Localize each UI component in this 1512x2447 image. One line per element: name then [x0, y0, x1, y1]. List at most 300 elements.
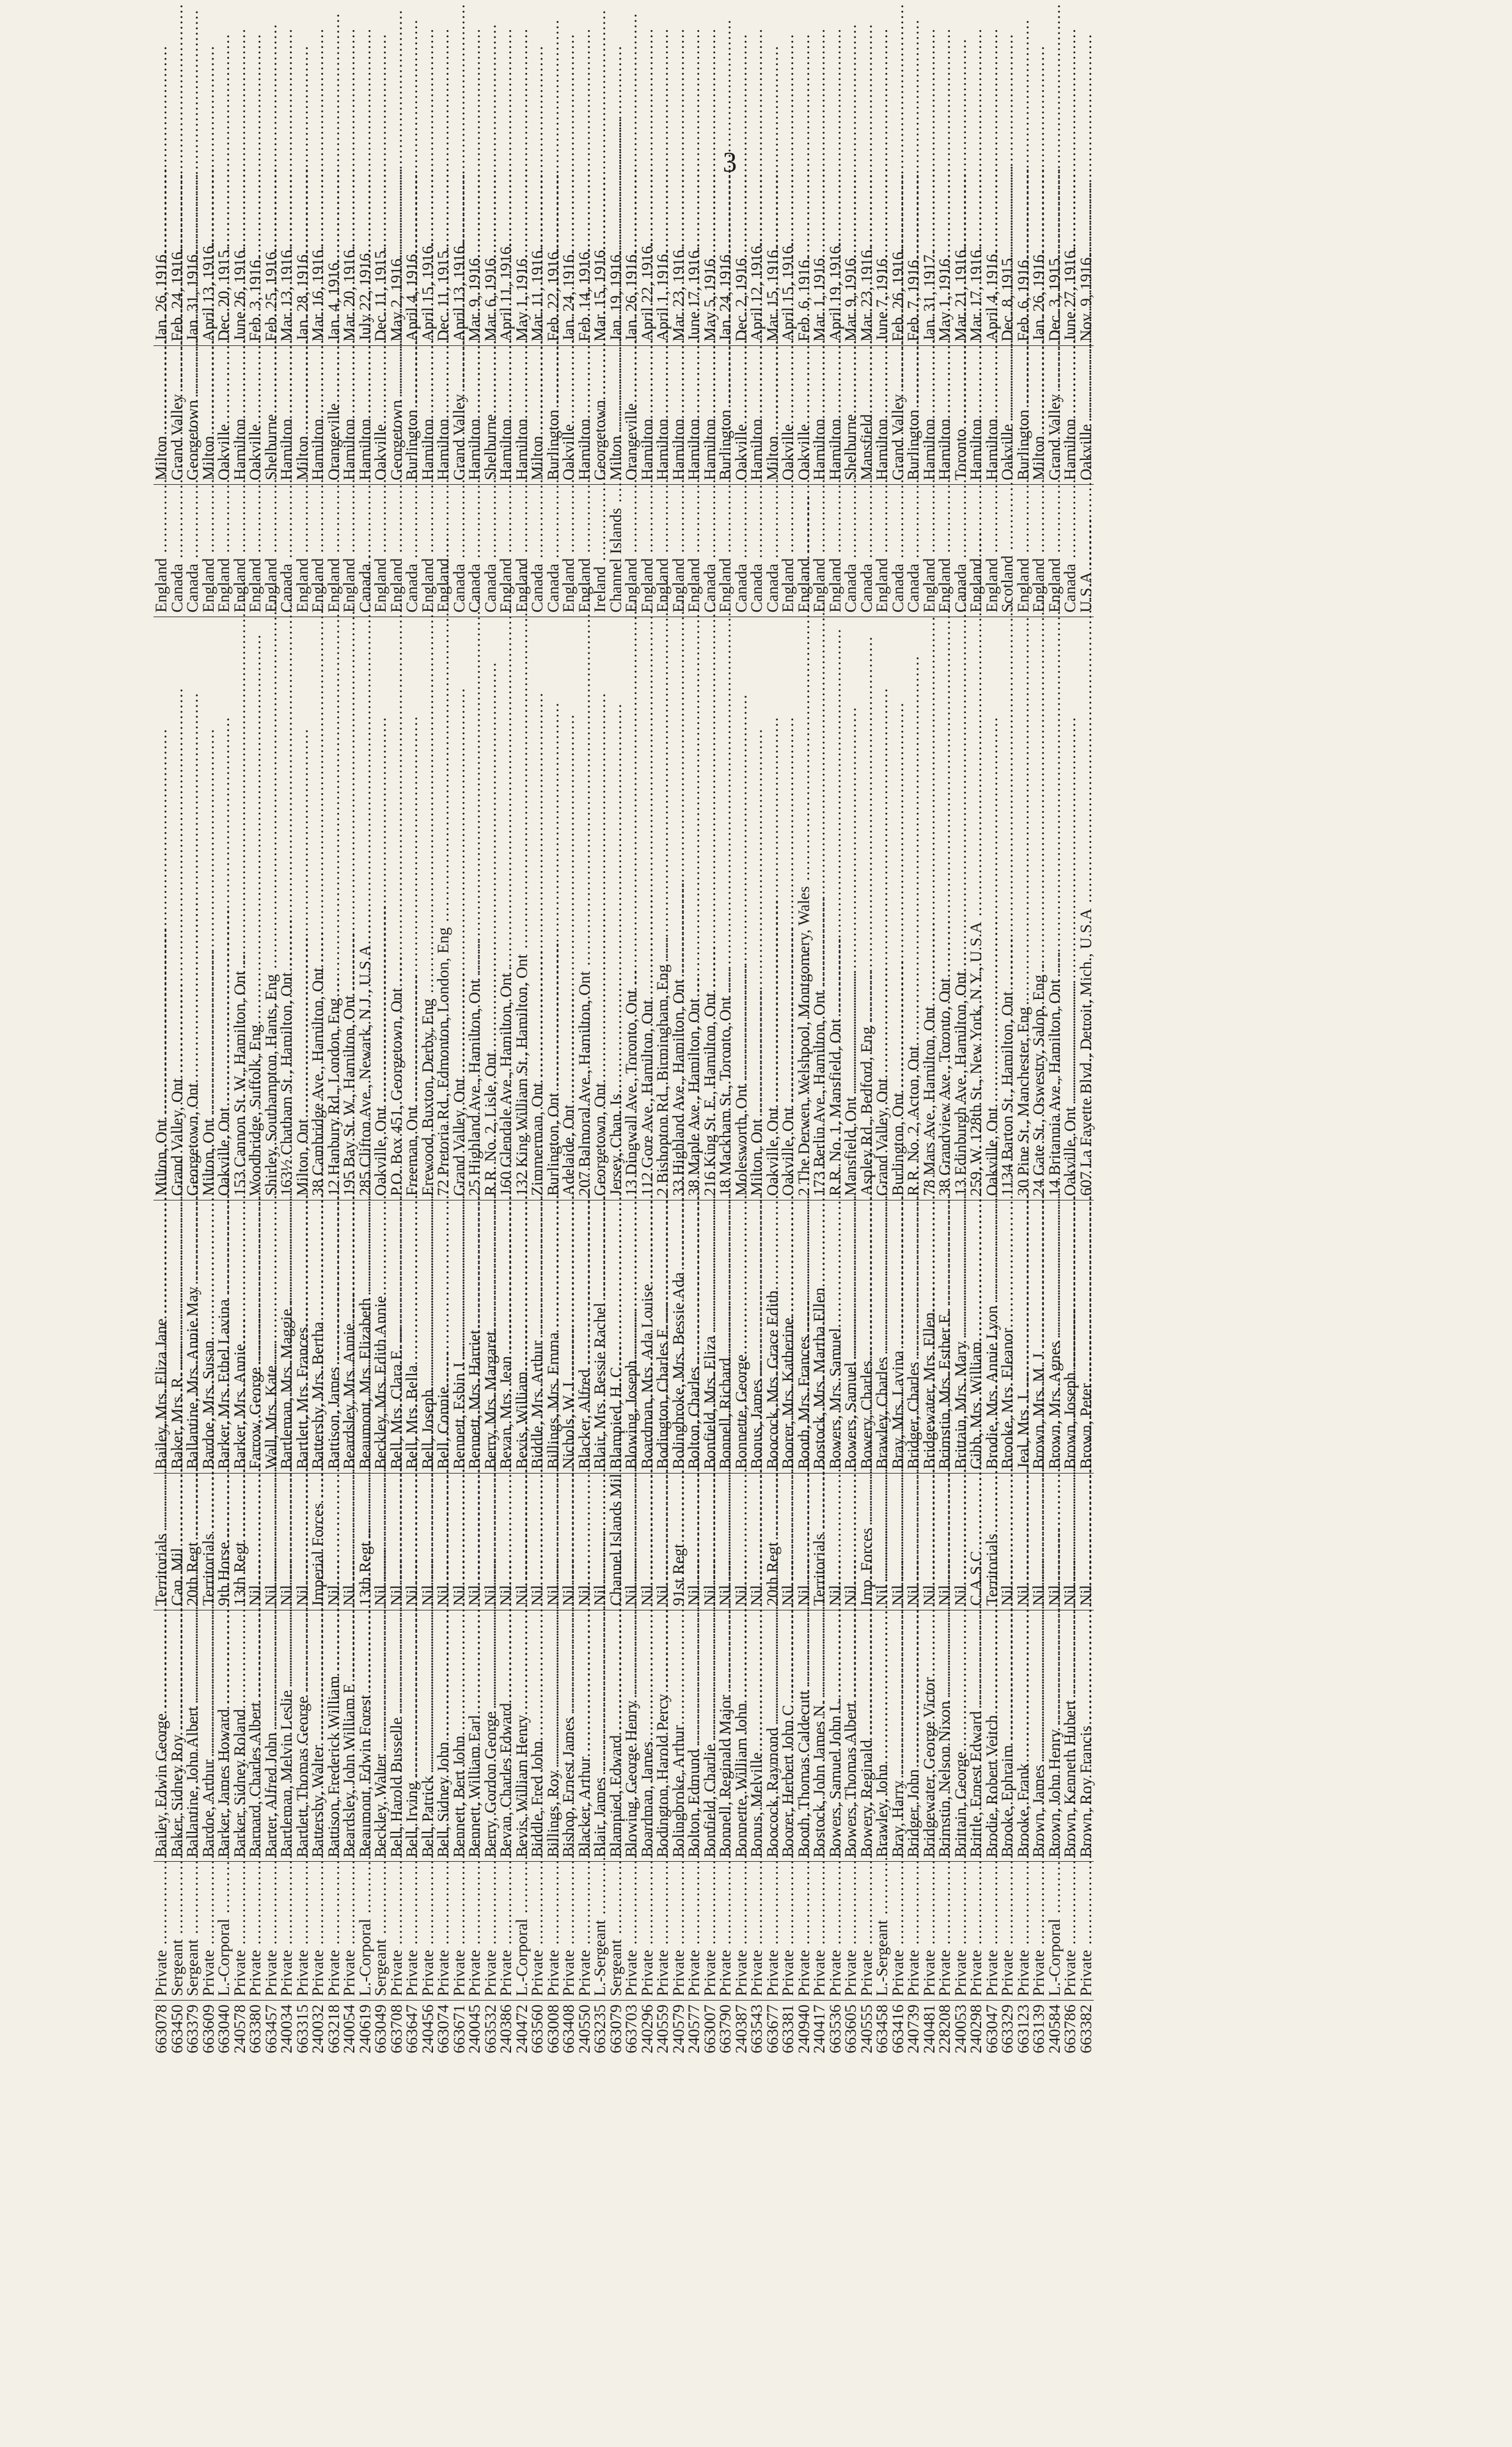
enlistment-date-text: Mar. 9, 1916. [465, 254, 484, 342]
former-unit-text: Nil ..... [575, 1194, 594, 1606]
next-of-kin-address-text: Milton, Ont ..... [152, 728, 170, 1196]
soldier-name-text: Bodington, Harold Percy ..... [653, 1303, 672, 1857]
rank-text: Private ..... [1060, 1559, 1079, 1996]
place-taken-on-strength-text: Hamilton ..... [966, 28, 985, 480]
rank-text: Sergeant ..... [168, 1548, 186, 1996]
next-of-kin-address-text: 607 La Fayette Blvd., Detroit, Mich., U.S.A ..... [1076, 517, 1095, 1196]
next-of-kin-text: Berry, Mrs. Margaret ..... [481, 940, 500, 1469]
soldier-name-text: Baker, Sidney Roy ..... [168, 1343, 186, 1857]
soldier-name-text: Boocock, Raymond ..... [763, 1337, 782, 1857]
former-unit-text: Nil ..... [841, 1194, 860, 1606]
place-taken-on-strength-text: Hamilton ..... [872, 28, 891, 480]
rank-text: Private ..... [434, 1559, 452, 1996]
enlistment-date-text: Dec. 11, 1915. [371, 246, 390, 342]
next-of-kin-text: Nichols, W. J ..... [559, 991, 578, 1469]
former-unit-text: Nil ..... [747, 1194, 766, 1606]
place-taken-on-strength-text: Hamilton ..... [308, 28, 327, 480]
next-of-kin-address-text: 132 King William St., Hamilton, Ont ..... [512, 563, 531, 1196]
country-of-birth-text: England ..... [778, 167, 797, 612]
soldier-name-text: Bartlett, Thomas George ..... [293, 1305, 311, 1857]
place-taken-on-strength-text: Hamilton ..... [747, 28, 766, 480]
next-of-kin-text: Brittain, Mrs. Mary ..... [951, 950, 970, 1469]
place-taken-on-strength-text: Oakville ..... [794, 33, 813, 480]
country-of-birth-text: England ..... [214, 167, 233, 612]
former-unit-text: Imp. Forces ..... [857, 1137, 876, 1606]
regimental-number-text: 663790 [716, 2004, 735, 2054]
next-of-kin-text: Brodie, Mrs. Annie Lyon ..... [982, 915, 1001, 1469]
next-of-kin-text: Ballantine, Mrs. Annie May ..... [183, 895, 201, 1469]
soldier-name-text: Blacker, Arthur ..... [575, 1365, 594, 1857]
regimental-number-text: 663703 [622, 2004, 641, 2054]
regimental-number-text: 663532 [480, 2004, 500, 2054]
regimental-number-text: 663049 [371, 2004, 390, 2054]
former-unit-text: Nil ..... [998, 1194, 1016, 1606]
enlistment-date-text: Mar. 17, 1916. [966, 246, 986, 342]
soldier-name-text: Bridger, John ..... [904, 1378, 922, 1857]
former-unit-text: Nil ..... [700, 1194, 719, 1606]
country-of-birth-text: England ..... [966, 167, 985, 612]
former-unit-text: Nil ..... [622, 1194, 640, 1606]
rank-text: Private ..... [230, 1559, 249, 1996]
country-of-birth-text: England ..... [230, 167, 249, 612]
former-unit-text: Territorials ..... [199, 1142, 217, 1605]
rank-text: Private ..... [638, 1559, 656, 1996]
former-unit-text: 13th Regt ..... [356, 1151, 374, 1606]
soldier-name-text: Brown, Kenneth Hubert ..... [1060, 1309, 1079, 1857]
next-of-kin-text: Billings, Mrs. Emma ..... [544, 941, 562, 1469]
country-of-birth-text: England ..... [794, 167, 813, 612]
rank-text: Sergeant ..... [606, 1548, 625, 1996]
next-of-kin-text: Brown, Peter ..... [1076, 992, 1095, 1469]
rank-text: Private ..... [747, 1559, 766, 1996]
former-unit-text: 91st Regt ..... [669, 1153, 688, 1605]
regimental-number-text: 663139 [1029, 2004, 1048, 2054]
place-taken-on-strength-text: Shelburne ..... [481, 23, 500, 480]
country-of-birth-text: Canada ..... [763, 173, 782, 613]
soldier-name-text: Bostock, John James N. ..... [810, 1310, 828, 1857]
regimental-number-text: 240559 [653, 2004, 672, 2054]
next-of-kin-text: Boardman, Mrs. Ada Louise ..... [638, 893, 656, 1469]
enlistment-date-text: Mar. 23, 1916. [668, 246, 688, 342]
former-unit-text: Nil ..... [826, 1194, 844, 1606]
place-taken-on-strength-text: Burlington ..... [544, 19, 562, 480]
place-taken-on-strength-text: Hamilton ..... [340, 28, 358, 480]
next-of-kin-address-text: 2 Bishopton Rd., Birmingham, Eng ..... [653, 574, 672, 1196]
soldier-name-text: Bonfield, Charlie ..... [700, 1353, 719, 1857]
place-taken-on-strength-text: Oakville ..... [246, 33, 264, 480]
former-unit-text: Nil ..... [1029, 1194, 1048, 1606]
soldier-name-text: Bevis, William Henry ..... [512, 1324, 531, 1857]
next-of-kin-text: Brown, Joseph ..... [1060, 981, 1079, 1469]
former-unit-text: Nil ..... [1014, 1194, 1032, 1606]
soldier-name-text: Blampied, Edward ..... [606, 1344, 625, 1858]
country-of-birth-text: England ..... [982, 167, 1001, 612]
enlistment-date-text: April 15, 1916. [778, 242, 798, 342]
soldier-name-text: Booth, Thomas Caldecutt ..... [794, 1300, 813, 1857]
country-of-birth-text: Channel Islands ..... [606, 117, 625, 613]
soldier-name-text: Boardman, James ..... [638, 1350, 656, 1857]
place-taken-on-strength-text: Georgetown ..... [183, 9, 201, 480]
regimental-number-text: 240579 [668, 2004, 688, 2054]
soldier-name-text: Bowers, Thomas Albert ..... [841, 1311, 860, 1857]
former-unit-text: 9th Horse ..... [214, 1151, 233, 1606]
next-of-kin-address-text: 207 Balmoral Ave., Hamilton, Ont ..... [575, 580, 594, 1196]
soldier-name-text: Bonnell, Reginald Major ..... [716, 1303, 734, 1857]
soldier-name-text: Battersby, Walter ..... [308, 1354, 327, 1857]
country-of-birth-text: Canada ..... [747, 173, 766, 613]
former-unit-text: Nil ..... [371, 1194, 390, 1606]
country-of-birth-text: Canada ..... [841, 173, 860, 613]
regimental-number-text: 663609 [198, 2004, 217, 2054]
country-of-birth-text: England ..... [387, 167, 406, 612]
soldier-name-text: Bowery, Reginald ..... [857, 1349, 876, 1857]
rank-text: Private ..... [1076, 1559, 1095, 1996]
next-of-kin-text: Bartlett, Mrs. Frances ..... [293, 936, 311, 1469]
regimental-number-text: 240053 [950, 2004, 970, 2054]
former-unit-text: Nil ..... [387, 1194, 406, 1606]
soldier-name-text: Bell, Patrick ..... [418, 1385, 437, 1857]
former-unit-text: Nil ..... [638, 1194, 656, 1606]
next-of-kin-text: Bonfield, Mrs. Eliza ..... [700, 945, 719, 1470]
soldier-name-text: Ballantine, John Albert ..... [183, 1316, 201, 1857]
soldier-name-text: Bell, Sidney John ..... [434, 1351, 452, 1857]
soldier-name-text: Bolingbroke, Arthur ..... [669, 1334, 688, 1857]
next-of-kin-address-text: 38 Grandview Ave., Toronto, Ont ..... [935, 587, 954, 1196]
soldier-name-text: Battison, Frederick William ..... [324, 1285, 343, 1857]
country-of-birth-text: England ..... [340, 167, 358, 612]
country-of-birth-text: England ..... [826, 167, 844, 612]
next-of-kin-text: Beckley, Mrs. Edith Annie ..... [371, 905, 390, 1469]
rank-text: Private ..... [920, 1559, 938, 1996]
next-of-kin-text: Battersby, Mrs. Bertha ..... [308, 931, 327, 1469]
next-of-kin-address-text: Milton, Ont ..... [293, 728, 311, 1196]
regimental-number-text: 663605 [841, 2004, 860, 2054]
next-of-kin-address-text: Zimmerman, Ont ..... [528, 692, 546, 1196]
enlistment-date-text: April 15, 1916. [418, 242, 437, 342]
former-unit-text: Imperial Forces ..... [308, 1112, 327, 1606]
former-unit-text: 20th Regt ..... [183, 1151, 201, 1606]
rank-text: Private ..... [653, 1559, 672, 1996]
regimental-number-text: 663047 [982, 2004, 1001, 2054]
former-unit-text: Nil ..... [293, 1194, 311, 1606]
former-unit-text: Territorials ..... [810, 1142, 828, 1605]
rank-text: Private ..... [841, 1559, 860, 1996]
country-of-birth-text: Canada ..... [544, 173, 562, 613]
next-of-kin-text: Bowery, Charles ..... [857, 970, 876, 1469]
enlistment-date-text: Mar. 21, 1916. [950, 246, 970, 342]
regimental-number-text: 663671 [449, 2004, 468, 2054]
place-taken-on-strength-text: Hamilton ..... [700, 28, 719, 480]
enlistment-date-text: Jan. 24, 1916. [559, 250, 578, 342]
enlistment-date-text: April 11, 1916. [496, 242, 516, 342]
soldier-name-text: Bray, Harry ..... [888, 1390, 907, 1858]
next-of-kin-text: Blacker, Alfred ..... [575, 979, 594, 1470]
rank-text: Private ..... [293, 1559, 311, 1996]
former-unit-text: Nil ..... [904, 1194, 922, 1606]
place-taken-on-strength-text: Orangeville ..... [622, 12, 640, 480]
enlistment-date-text: Nov. 9, 1916. [1076, 253, 1095, 342]
soldier-name-text: Brittle, Ernest Edward ..... [966, 1320, 985, 1857]
enlistment-date-text: April 13, 1916. [198, 242, 217, 342]
regimental-number-text: 663408 [559, 2004, 578, 2054]
former-unit-text: Nil ..... [340, 1194, 358, 1606]
place-taken-on-strength-text: Grand Valley ..... [450, 3, 468, 480]
country-of-birth-text: Canada ..... [1060, 173, 1079, 613]
soldier-name-text: Bardoe, Arthur ..... [199, 1369, 217, 1857]
soldier-name-text: Barter, Alfred John ..... [262, 1342, 280, 1858]
enlistment-date-text: Dec. 11, 1915. [434, 246, 453, 342]
country-of-birth-text: England ..... [920, 167, 938, 612]
soldier-name-text: Brooke, Ephraim ..... [998, 1354, 1016, 1857]
next-of-kin-text: Barker, Mrs. Ethel Lavina ..... [214, 908, 233, 1469]
rank-text: Private ..... [951, 1559, 970, 1996]
soldier-name-text: Bowers, Samuel John L. ..... [826, 1307, 844, 1857]
next-of-kin-address-text: Adelaide, Ont ..... [559, 714, 578, 1196]
place-taken-on-strength-text: Milton ..... [528, 45, 546, 480]
former-unit-text: Nil ..... [512, 1194, 531, 1606]
next-of-kin-address-text: 30 Pine St., Manchester, Eng ..... [1014, 616, 1032, 1196]
next-of-kin-address-text: 285 Clifton Ave., Newark, N.J., U.S.A ..... [356, 554, 374, 1196]
rank-text: Private ..... [277, 1559, 295, 1996]
soldier-name-text: Bolton, Edmund ..... [684, 1358, 703, 1857]
soldier-name-text: Beaumont, Edwin Forest ..... [356, 1303, 374, 1857]
soldier-name-text: Blowing, George Henry ..... [622, 1309, 640, 1857]
next-of-kin-address-text: Jersey, Chan. Is ..... [606, 703, 625, 1196]
regimental-number-text: 663007 [700, 2004, 719, 2054]
former-unit-text: Nil ..... [496, 1194, 515, 1606]
enlistment-date-text: Jan. 4, 1916. [324, 258, 343, 342]
place-taken-on-strength-text: Burlington ..... [402, 19, 421, 480]
former-unit-text: Nil ..... [1076, 1194, 1095, 1606]
next-of-kin-address-text: Oakville, Ont ..... [214, 716, 233, 1196]
enlistment-date-text: Feb. 6, 1916. [1013, 256, 1032, 342]
country-of-birth-text: England ..... [1014, 167, 1032, 612]
enlistment-date-text: May 1, 1916. [935, 254, 954, 342]
country-of-birth-text: England ..... [308, 167, 327, 612]
nominal-roll-body [154, 205, 1094, 2091]
place-taken-on-strength-text: Hamilton ..... [277, 28, 295, 480]
former-unit-text: Nil ..... [778, 1194, 797, 1606]
next-of-kin-address-text: 153 Cannon St. W., Hamilton, Ont ..... [230, 579, 249, 1195]
former-unit-text: Nil ..... [920, 1194, 938, 1606]
next-of-kin-text: Brooke, Mrs. Eleanor ..... [998, 937, 1016, 1469]
regimental-number-text: 663450 [167, 2004, 186, 2054]
place-taken-on-strength-text: Shelburne ..... [841, 23, 860, 480]
enlistment-date-text: June 27, 1916. [1060, 246, 1080, 342]
soldier-name-text: Bennett, William Earl ..... [465, 1324, 484, 1857]
next-of-kin-address-text: Erewood, Buxton, Derby, Eng ..... [418, 608, 437, 1196]
soldier-name-text: Brittain, George ..... [951, 1360, 970, 1857]
country-of-birth-text: England ..... [246, 167, 264, 612]
next-of-kin-address-text: 163½ Chatham St., Hamilton, Ont ..... [277, 581, 295, 1196]
rank-text: Private ..... [324, 1559, 343, 1996]
regimental-number-text: 663543 [747, 2004, 766, 2054]
soldier-name-text: Bonnette, William John ..... [732, 1312, 750, 1857]
next-of-kin-address-text: 2 The Derwen, Welshpool, Montgomery, Wales ..... [794, 495, 813, 1196]
former-unit-text: Nil ..... [1060, 1194, 1079, 1606]
next-of-kin-address-text: 78 Mars Ave., Hamilton, Ont ..... [920, 615, 938, 1196]
next-of-kin-text: Bevan, Mrs. Jean ..... [496, 965, 515, 1469]
former-unit-text: Nil ..... [951, 1194, 970, 1606]
soldier-name-text: Bevan, Charles Edward ..... [496, 1312, 515, 1857]
rank-text: Private ..... [935, 1559, 954, 1996]
former-unit-text: Nil ..... [246, 1194, 264, 1606]
regimental-number-text: 663380 [246, 2004, 265, 2054]
enlistment-date-text: Feb. 26, 1916. [888, 248, 907, 342]
soldier-name-text: Brodie, Robert Veitch ..... [982, 1324, 1001, 1857]
soldier-name-text: Bell, Harold Busselle ..... [387, 1326, 406, 1857]
country-of-birth-text: England ..... [371, 167, 390, 612]
next-of-kin-text: Bonus, James ..... [747, 989, 766, 1470]
country-of-birth-text: Canada ..... [168, 173, 186, 613]
place-taken-on-strength-text: Hamilton ..... [982, 28, 1001, 480]
regimental-number-text: 240417 [810, 2004, 829, 2054]
enlistment-date-text: Mar. 16, 1916. [308, 246, 327, 342]
place-taken-on-strength-text: Hamilton ..... [826, 28, 844, 480]
country-of-birth-text: Canada ..... [951, 173, 970, 613]
regimental-number [1078, 2001, 1094, 2091]
soldier-name-text: Barnard, Charles Albert ..... [246, 1311, 264, 1857]
country-of-birth-text: Canada ..... [183, 173, 201, 613]
place-taken-on-strength-text: Milton ..... [199, 45, 217, 480]
regimental-number-text: 240555 [856, 2004, 876, 2054]
place-taken-on-strength-text: Orangeville ..... [324, 12, 343, 480]
next-of-kin-address-text: Milton, Ont ..... [747, 728, 766, 1196]
next-of-kin-text: Brawley, Charles ..... [872, 966, 891, 1469]
country-of-birth-text: Canada ..... [465, 173, 484, 613]
next-of-kin-address-text: R.R. No. 1, Mansfield, Ont ..... [826, 628, 844, 1196]
place-taken-on-strength-text: Oakville ..... [998, 33, 1016, 480]
enlistment-date-text: Feb. 14, 1916. [574, 248, 594, 342]
enlistment-date-text: Dec. 3, 1915. [1044, 254, 1064, 342]
enlistment-date-text: Mar. 11, 1916. [528, 246, 547, 342]
next-of-kin-address-text: 33 Highland Ave., Hamilton, Ont ..... [669, 588, 688, 1196]
enlistment-date-text: Jan. 19, 1916. [606, 250, 625, 342]
regimental-number-text: 663382 [1076, 2004, 1095, 2054]
country-of-birth-text: England ..... [1029, 167, 1048, 612]
next-of-kin-text: Bridger, Charles ..... [904, 971, 922, 1469]
rank [1078, 1862, 1094, 2001]
next-of-kin-text: Bonnell, Richard ..... [716, 967, 734, 1470]
rank-text: Private ..... [340, 1559, 358, 1996]
next-of-kin-text: Bray, Mrs. Lavina ..... [888, 959, 907, 1469]
regimental-number-text: 240032 [308, 2004, 327, 2054]
place-taken-on-strength-text: Hamilton ..... [496, 28, 515, 480]
place-taken-on-strength-text: Hamilton ..... [684, 28, 703, 480]
rank-text: Private ..... [246, 1559, 264, 1996]
next-of-kin-text: Bell, Joseph ..... [418, 998, 437, 1469]
next-of-kin-text: Farrow, George ..... [246, 976, 264, 1469]
next-of-kin-text: Bridgewater, Mrs. Ellen ..... [920, 921, 938, 1469]
regimental-number-text: 240298 [966, 2004, 986, 2054]
place-taken-on-strength-text: Hamilton ..... [935, 28, 954, 480]
enlistment-date-text: April 12, 1916. [747, 242, 766, 342]
next-of-kin-text: Brown, Mrs. Agnes ..... [1045, 950, 1064, 1469]
country-of-birth-text: England ..... [872, 167, 891, 612]
regimental-number-text: 240550 [574, 2004, 594, 2054]
enlistment-date-text: Mar. 15, 1916. [762, 246, 782, 342]
rank-text: Private ..... [387, 1559, 406, 1996]
place-taken-on-strength-text: Hamilton ..... [920, 28, 938, 480]
former-unit-text: 13th Regt ..... [230, 1151, 249, 1606]
country-of-birth-text: Canada ..... [700, 173, 719, 613]
next-of-kin-address-text: 25 Highland Ave., Hamilton, Ont ..... [465, 588, 484, 1196]
regimental-number-text: 663079 [606, 2004, 625, 2054]
soldier-name-text: Bennett, Bert John ..... [450, 1344, 468, 1857]
rank-text: Private ..... [308, 1559, 327, 1996]
rank-text: Private ..... [152, 1559, 170, 1996]
soldier-name-text: Brimstin, Nelson Nixon ..... [935, 1310, 954, 1857]
place-taken-on-strength-text: Hamilton ..... [575, 28, 594, 480]
enlistment-date-text: April 1, 1916. [653, 249, 672, 342]
next-of-kin-address-text: 1134 Barton St., Hamilton, Ont ..... [998, 601, 1016, 1196]
former-unit-text: Nil ..... [434, 1194, 452, 1606]
soldier-name-text: Beardsley, John William E ..... [340, 1293, 358, 1857]
place-taken-on-strength-text: Grand Valley ..... [1045, 3, 1064, 480]
place-taken-on-strength-text: Oakville ..... [559, 33, 578, 480]
enlistment-date-text: Jan. 31, 1916. [183, 250, 202, 342]
place-taken-on-strength-text: Hamilton ..... [810, 28, 828, 480]
regimental-number-text: 663647 [402, 2004, 421, 2054]
next-of-kin-text: Bevis, William ..... [512, 980, 531, 1469]
next-of-kin-address-text: Freeman, Ont ..... [402, 715, 421, 1196]
former-unit-text: Nil ..... [888, 1194, 907, 1606]
regimental-number-text: 663416 [888, 2004, 907, 2054]
enlistment-date-text: Feb. 7, 1916. [904, 256, 923, 342]
country-of-birth [1078, 484, 1094, 617]
soldier-name-text: Bartleman, Melvin Leslie ..... [277, 1299, 295, 1857]
country-of-birth-text: England ..... [512, 167, 531, 612]
next-of-kin-address-text: Oakville, Ont ..... [1060, 716, 1079, 1196]
place-taken-on-strength-text: Burlington ..... [716, 19, 734, 480]
rank-text: Private ..... [450, 1559, 468, 1996]
next-of-kin-address-text: 18 Mackham St., Toronto, Ont ..... [716, 606, 734, 1196]
regimental-number-text: 663123 [1013, 2004, 1032, 2054]
former-unit-text: Nil ..... [324, 1194, 343, 1606]
former-unit-text: Nil ..... [262, 1194, 280, 1606]
country-of-birth-text: England ..... [669, 167, 688, 612]
next-of-kin-address-text: 216 King St. E., Hamilton, Ont ..... [700, 602, 719, 1196]
place-taken-on-strength-text: Oakville ..... [1076, 33, 1095, 480]
next-of-kin-text: Blair, Mrs. Bessie Rachel ..... [590, 911, 609, 1469]
nominal-roll-rotated [154, 205, 1311, 2091]
rank-text: Private ..... [982, 1559, 1001, 1996]
former-unit-text: C.A.S.C ..... [966, 1160, 985, 1606]
enlistment-date-text: June 7, 1916. [872, 254, 892, 342]
regimental-number-text: 240481 [919, 2004, 938, 2054]
regimental-number-text: 663677 [762, 2004, 782, 2054]
next-of-kin-text: Bowers, Mrs. Samuel ..... [826, 937, 844, 1469]
soldier-name-text: Blair, James ..... [590, 1387, 609, 1857]
next-of-kin-text: Blowing, Joseph ..... [622, 970, 640, 1469]
place-taken-on-strength-text: Hamilton ..... [653, 28, 672, 480]
place-taken-on-strength-text: Milton ..... [763, 45, 782, 480]
soldier-name-text: Biddle, Fred John ..... [528, 1350, 546, 1857]
regimental-number-text: 240940 [794, 2004, 813, 2054]
place-taken-on-strength-text: Hamilton ..... [356, 28, 374, 480]
former-unit-text: Nil ..... [481, 1194, 500, 1606]
country-of-birth-text: Canada ..... [888, 173, 907, 613]
place-taken-on-strength-text: Oakville ..... [732, 33, 750, 480]
former-unit-text: Nil ..... [590, 1194, 609, 1606]
regimental-number-text: 240584 [1044, 2004, 1064, 2054]
next-of-kin-text: Bartleman, Mrs. Maggie ..... [277, 918, 295, 1469]
next-of-kin-text: Bolingbroke, Mrs. Bessie Ada ..... [669, 881, 688, 1469]
country-of-birth-text: England ..... [1045, 167, 1064, 612]
rank-text: Private ..... [402, 1559, 421, 1996]
country-of-birth-text: Canada ..... [481, 173, 500, 613]
rank-text: Private ..... [418, 1559, 437, 1996]
